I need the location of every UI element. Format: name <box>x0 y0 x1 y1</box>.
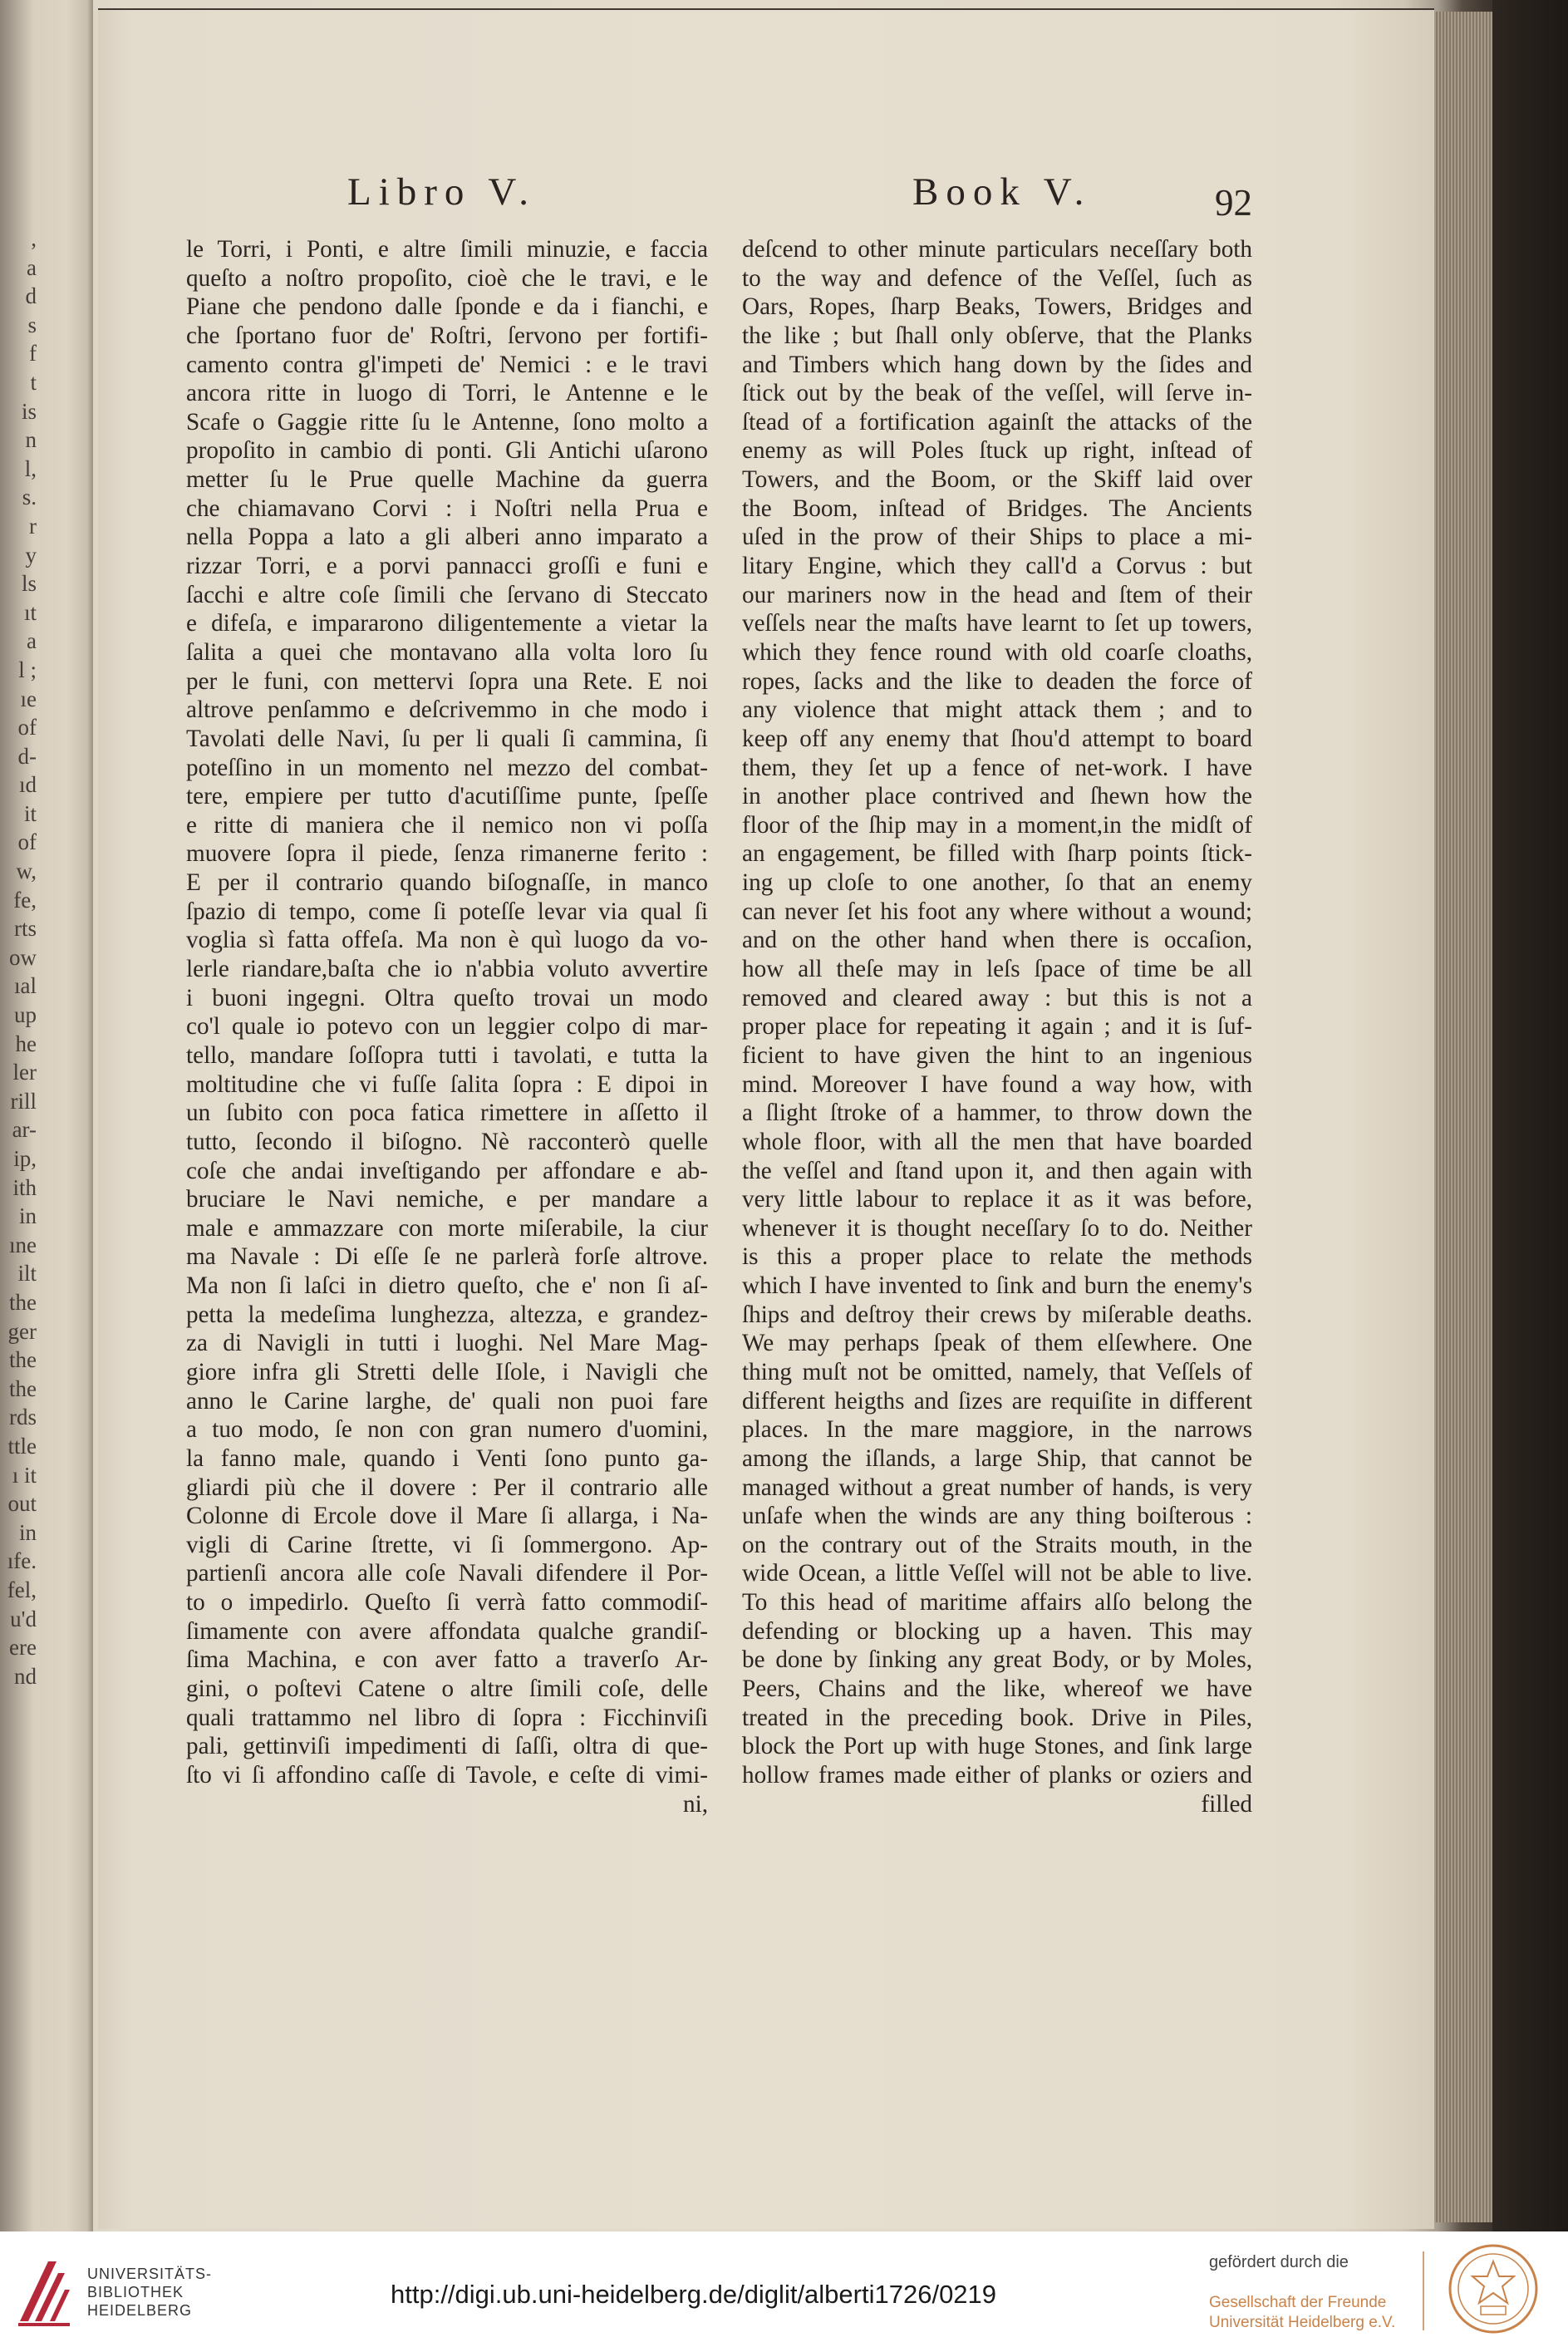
page-number: 92 <box>1215 182 1252 224</box>
margin-fragment: ıne <box>9 1232 37 1257</box>
english-text-line: the Boom, inſtead of Bridges. The Ancients <box>742 494 1252 522</box>
italian-text-line: gini, o poſtevi Catene o altre ſimili coſe, delle <box>186 1675 708 1703</box>
italian-text-line: poteſſino in un momento nel mezzo del combat- <box>186 754 708 781</box>
margin-fragment: ith <box>12 1174 37 1200</box>
margin-fragment: the <box>9 1289 37 1315</box>
english-text-line: Oars, Ropes, ſharp Beaks, Towers, Bridges and <box>742 293 1252 321</box>
italian-text-line: coſe che andai inveſtigando per affondare e ab- <box>186 1157 708 1184</box>
english-text-line: litary Engine, which they call'd a Corvus : but <box>742 553 1252 580</box>
footer-divider <box>1423 2251 1424 2330</box>
margin-fragment: of <box>17 715 37 741</box>
english-text-line: among the iſlands, a large Ship, that cannot be <box>742 1444 1252 1472</box>
english-text-line: them, they ſet up a fence of net-work. I have <box>742 754 1252 781</box>
margin-fragment: ip, <box>13 1146 37 1171</box>
italian-text-line: Colonne di Ercole dove il Mare ſi allarga, i Na- <box>186 1503 708 1530</box>
margin-fragment: the <box>9 1347 37 1373</box>
english-text-line: on the contrary out of the Straits mouth, in the <box>742 1531 1252 1558</box>
margin-fragment: ger <box>7 1318 37 1344</box>
italian-text-line: le Torri, i Ponti, e altre ſimili minuzie, e faccia <box>186 236 708 263</box>
margin-fragment: w, <box>16 859 37 884</box>
english-text-line: which I have invented to ſink and burn the enemy's <box>742 1272 1252 1300</box>
english-text-line: block the Port up with huge Stones, and ſink large <box>742 1733 1252 1760</box>
italian-text-line: co'l quale io potevo con un leggier colpo di mar- <box>186 1013 708 1041</box>
italian-text-line: un ſubito con poca fatica rimettere in aſſetto il <box>186 1100 708 1127</box>
italian-text-line: tutto, ſecondo il biſogno. Nè racconterò quelle <box>186 1128 708 1155</box>
margin-fragment: n <box>25 427 37 453</box>
italian-text-line: moltitudine che vi fuſſe ſalita ſopra : E dipoi in <box>186 1070 708 1098</box>
english-text-line: ſtead of a fortification againſt the attacks of the <box>742 408 1252 435</box>
margin-fragment: ar- <box>12 1117 37 1143</box>
english-text-line: proper place for repeating it again ; and it is ſuf- <box>742 1013 1252 1041</box>
english-text-line: Towers, and the Boom, or the Skiff laid over <box>742 466 1252 494</box>
margin-fragment: f <box>29 341 37 367</box>
italian-text-line: gliardi più che il dovere : Per il contrario alle <box>186 1474 708 1501</box>
italian-text-line: Ma non ſi laſci in dietro queſto, che e' non ſi aſ- <box>186 1272 708 1300</box>
english-text-line: how all theſe may in leſs ſpace of time be all <box>742 956 1252 983</box>
italian-text-line: propoſito in cambio di ponti. Gli Antichi uſarono <box>186 437 708 465</box>
italian-text-line: tello, mandare ſoſſopra tutti i tavolati, e tutta la <box>186 1041 708 1069</box>
society-name: Gesellschaft der Freunde Universität Heidelberg e.V. <box>1209 2294 1396 2331</box>
library-logo-icon <box>15 2246 73 2330</box>
university-seal-icon <box>1448 2243 1539 2335</box>
margin-fragment: fel, <box>7 1577 37 1602</box>
italian-text-line: quali trattammo nel libro di ſopra : Ficchinviſi <box>186 1704 708 1731</box>
italian-text-line: ſalita a quei che montavano alla volta loro ſu <box>186 638 708 666</box>
italian-text-line: male e ammazzare con morte miſerabile, la ciur <box>186 1214 708 1242</box>
italian-text-line: a tuo modo, ſe non con gran numero d'uomini, <box>186 1416 708 1444</box>
italian-text-line: per le funi, con mettervi ſopra una Rete. E noi <box>186 667 708 695</box>
margin-fragment: up <box>14 1002 37 1028</box>
english-text-line: uſed in the prow of their Ships to place a mi- <box>742 524 1252 551</box>
italian-text-line: queſto a noſtro propoſito, cioè che le travi, e le <box>186 264 708 292</box>
italian-text-line: i buoni ingegni. Oltra queſto trovai un modo <box>186 984 708 1011</box>
footer-bar <box>0 2231 1568 2347</box>
margin-fragment: rds <box>9 1405 37 1430</box>
margin-fragment: ilt <box>17 1261 37 1287</box>
margin-fragment: s <box>27 312 37 337</box>
italian-text-line: ſpazio di tempo, come ſi poteſſe levar via qual ſi <box>186 898 708 925</box>
italian-text-line: altrove penſammo e deſcrivemmo in che modo i <box>186 696 708 724</box>
english-text-line: the like ; but ſhall only obſerve, that the Planks <box>742 322 1252 349</box>
margin-fragment: l, <box>24 455 37 481</box>
margin-fragment: ıd <box>18 772 37 798</box>
italian-text-line: pali, gettinviſi impedimenti di ſaſſi, oltra di que- <box>186 1733 708 1760</box>
english-text-line: very little labour to replace it as it was before, <box>742 1186 1252 1213</box>
italian-text-line: che chiamavano Corvi : i Noſtri nella Prua e <box>186 494 708 522</box>
italian-text-line: nella Poppa a lato a gli alberi anno imparato a <box>186 524 708 551</box>
english-text-line: any violence that might attack them ; and to <box>742 696 1252 724</box>
english-text-line: removed and cleared away : but this is not a <box>742 984 1252 1011</box>
english-text-line: in another place contrived and ſhewn how the <box>742 783 1252 810</box>
margin-fragment: ıe <box>20 686 37 711</box>
margin-fragment: y <box>25 542 37 568</box>
margin-fragment: a <box>27 254 37 280</box>
english-text-line: veſſels near the maſts have learnt to ſet up towers, <box>742 610 1252 637</box>
margin-fragment: s. <box>22 485 37 510</box>
english-text-line: thing muſt not be omitted, namely, that Veſſels of <box>742 1358 1252 1385</box>
margin-fragment: fe, <box>13 887 37 913</box>
italian-text-line: Scafe o Gaggie ritte ſu le Antenne, ſono molto a <box>186 408 708 435</box>
margin-fragment: ttle <box>7 1433 37 1459</box>
margin-fragment: ı it <box>12 1462 37 1488</box>
margin-fragment: a <box>27 628 37 654</box>
english-text-line: managed without a great number of hands, is very <box>742 1474 1252 1501</box>
english-text-line: the veſſel and ſtand upon it, and then again with <box>742 1157 1252 1184</box>
margin-fragment: l ; <box>18 657 37 682</box>
english-text-line: different heigths and ſizes are requiſite in different <box>742 1387 1252 1415</box>
book-cover-edge <box>1492 0 1568 2231</box>
italian-text-line: Piane che pendono dalle ſponde e da i fianchi, e <box>186 293 708 321</box>
english-text-line: floor of the ſhip may in a moment,in the midſt of <box>742 811 1252 839</box>
margin-fragment: r <box>29 513 37 539</box>
italian-text-line: che ſportano fuor de' Roſtri, ſervono per fortifi- <box>186 322 708 349</box>
permalink-url[interactable]: http://digi.ub.uni-heidelberg.de/diglit/alberti1726/0219 <box>391 2280 997 2309</box>
margin-fragment: it <box>23 800 37 826</box>
margin-fragment: ow <box>9 944 37 970</box>
running-head-italian: Libro V. <box>347 170 536 214</box>
italian-text-line: rizzar Torri, e a porvi pannacci groſſi e funi e <box>186 553 708 580</box>
english-text-line: ropes, ſacks and the like to deaden the force of <box>742 667 1252 695</box>
italian-text-line: Tavolati delle Navi, ſu per li quali ſi cammina, ſi <box>186 725 708 752</box>
margin-fragment: u'd <box>10 1606 37 1631</box>
margin-fragment: in <box>18 1519 37 1545</box>
english-text-line: which they fence round with old coarſe cloaths, <box>742 638 1252 666</box>
english-text-line: our mariners now in the head and ſtem of their <box>742 581 1252 608</box>
english-text-line: wide Ocean, a little Veſſel will not be able to live. <box>742 1560 1252 1587</box>
running-head-english: Book V. <box>912 170 1092 214</box>
italian-text-line: tere, empiere per tutto d'acutiſſime punte, ſpeſſe <box>186 783 708 810</box>
english-text-column <box>742 235 1252 1818</box>
italian-text-line: za di Navigli in tutti i luoghi. Nel Mare Mag- <box>186 1330 708 1357</box>
italian-text-line: muovere ſopra il piede, ſenza rimanerne ferito : <box>186 840 708 868</box>
english-text-line: places. In the mare maggiore, in the narrows <box>742 1416 1252 1444</box>
facing-page-margin-text <box>0 224 37 1690</box>
margin-fragment: , <box>31 226 37 251</box>
english-text-line: whenever it is thought neceſſary ſo to do. Neither <box>742 1214 1252 1242</box>
page-fore-edge <box>1434 12 1492 2222</box>
english-text-line: deſcend to other minute particulars neceſſary both <box>742 236 1252 263</box>
italian-text-line: voglia sì fatta offeſa. Ma non è quì luogo da vo- <box>186 927 708 954</box>
english-text-line: can never ſet his foot any where without a wound; <box>742 898 1252 925</box>
english-text-line: and Timbers which hang down by the ſides and <box>742 351 1252 378</box>
english-text-line: Peers, Chains and the like, whereof we have <box>742 1675 1252 1703</box>
english-text-line: ſtick out by the beak of the veſſel, will ſerve in- <box>742 380 1252 407</box>
margin-fragment: rill <box>10 1088 37 1114</box>
english-text-line: To this head of maritime affairs alſo belong the <box>742 1589 1252 1616</box>
english-text-line: is this a proper place to relate the methods <box>742 1243 1252 1271</box>
margin-fragment: t <box>30 369 37 395</box>
english-text-line: hollow frames made either of planks or oziers and <box>742 1761 1252 1789</box>
english-text-line: ficient to have given the hint to an ingenious <box>742 1041 1252 1069</box>
margin-fragment: is <box>21 398 37 424</box>
english-text-line: unſafe when the winds are any thing boiſterous : <box>742 1503 1252 1530</box>
english-text-line: be done by ſinking any great Body, or by Moles, <box>742 1646 1252 1674</box>
italian-text-line: bruciare le Navi nemiche, e per mandare a <box>186 1186 708 1213</box>
italian-text-line: ſimamente con avere affondata qualche grandiſ- <box>186 1617 708 1645</box>
library-name: UNIVERSITÄTS- BIBLIOTHEK HEIDELBERG <box>87 2266 213 2319</box>
italian-text-line: E per il contrario quando biſognaſſe, in manco <box>186 869 708 897</box>
english-text-line: an engagement, be filled with ſharp points ſtick- <box>742 840 1252 868</box>
italian-text-line: ſima Machina, e con aver fatto a traverſo Ar- <box>186 1646 708 1674</box>
italian-text-line: ſacchi e altre coſe ſimili che ſervano di Steccato <box>186 581 708 608</box>
italian-text-line: partienſi ancora alle coſe Navali difendere il Por- <box>186 1560 708 1587</box>
italian-text-line: ſto vi ſi affondino caſſe di Tavole, e ceſte di vimi- <box>186 1761 708 1789</box>
italian-text-line: lerle riandare,baſta che io n'abbia voluto avvertire <box>186 956 708 983</box>
english-text-line: ing up cloſe to one another, ſo that an enemy <box>742 869 1252 897</box>
english-text-line: whole floor, with all the men that have boarded <box>742 1128 1252 1155</box>
italian-text-line: la fanno male, quando i Venti ſono punto ga- <box>186 1444 708 1472</box>
english-text-line: to the way and defence of the Veſſel, ſuch as <box>742 264 1252 292</box>
italian-text-line: metter ſu le Prue quelle Machine da guerra <box>186 466 708 494</box>
margin-fragment: out <box>7 1491 37 1517</box>
margin-fragment: nd <box>14 1663 37 1689</box>
funded-by-label: gefördert durch die <box>1209 2253 1349 2271</box>
english-text-line: ſhips and deſtroy their crews by miſerable deaths. <box>742 1301 1252 1328</box>
margin-fragment: ıfe. <box>7 1548 37 1574</box>
margin-fragment: ler <box>12 1060 37 1085</box>
english-text-line: a ſlight ſtroke of a hammer, to throw down the <box>742 1100 1252 1127</box>
margin-fragment: d <box>25 283 37 309</box>
margin-fragment: he <box>15 1031 37 1056</box>
english-text-line: We may perhaps ſpeak of them elſewhere. One <box>742 1330 1252 1357</box>
margin-fragment: rts <box>14 916 37 942</box>
italian-text-column <box>186 235 708 1818</box>
italian-text-line: petta la medeſima lunghezza, altezza, e grandez- <box>186 1301 708 1328</box>
italian-text-line: anno le Carine larghe, de' quali non puoi fare <box>186 1387 708 1415</box>
english-text-line: and on the other hand when there is occaſion, <box>742 927 1252 954</box>
margin-fragment: ıt <box>23 599 37 625</box>
italian-text-line: e difeſa, e impararono diligentemente a vietar la <box>186 610 708 637</box>
english-text-line: enemy as will Poles ſtuck up right, inſtead of <box>742 437 1252 465</box>
margin-fragment: the <box>9 1375 37 1401</box>
italian-text-line: ni, <box>683 1790 708 1818</box>
margin-fragment: in <box>18 1203 37 1229</box>
margin-fragment: ls <box>21 571 37 597</box>
margin-fragment: of <box>17 829 37 855</box>
italian-text-line: vigli di Carine ſtrette, vi ſi ſommergono. Ap- <box>186 1531 708 1558</box>
margin-fragment: ıal <box>14 973 37 999</box>
italian-text-line: e ritte di maniera che il nemico non vi poſſa <box>186 811 708 839</box>
english-text-line: defending or blocking up a haven. This may <box>742 1617 1252 1645</box>
english-text-line: keep off any enemy that ſhou'd attempt to board <box>742 725 1252 752</box>
italian-text-line: camento contra gl'impeti de' Nemici : e le travi <box>186 351 708 378</box>
margin-fragment: d- <box>17 743 37 769</box>
margin-fragment: ere <box>9 1635 37 1661</box>
italian-text-line: giore infra gli Stretti delle Iſole, i Navigli che <box>186 1358 708 1385</box>
english-text-line: mind. Moreover I have found a way how, with <box>742 1070 1252 1098</box>
english-text-line: filled <box>1201 1790 1252 1818</box>
italian-text-line: ma Navale : Di eſſe ſe ne parlerà forſe altrove. <box>186 1243 708 1271</box>
english-text-line: treated in the preceding book. Drive in Piles, <box>742 1704 1252 1731</box>
italian-text-line: to o impedirlo. Queſto ſi verrà fatto commodiſ- <box>186 1589 708 1616</box>
italian-text-line: ancora ritte in luogo di Torri, le Antenne e le <box>186 380 708 407</box>
